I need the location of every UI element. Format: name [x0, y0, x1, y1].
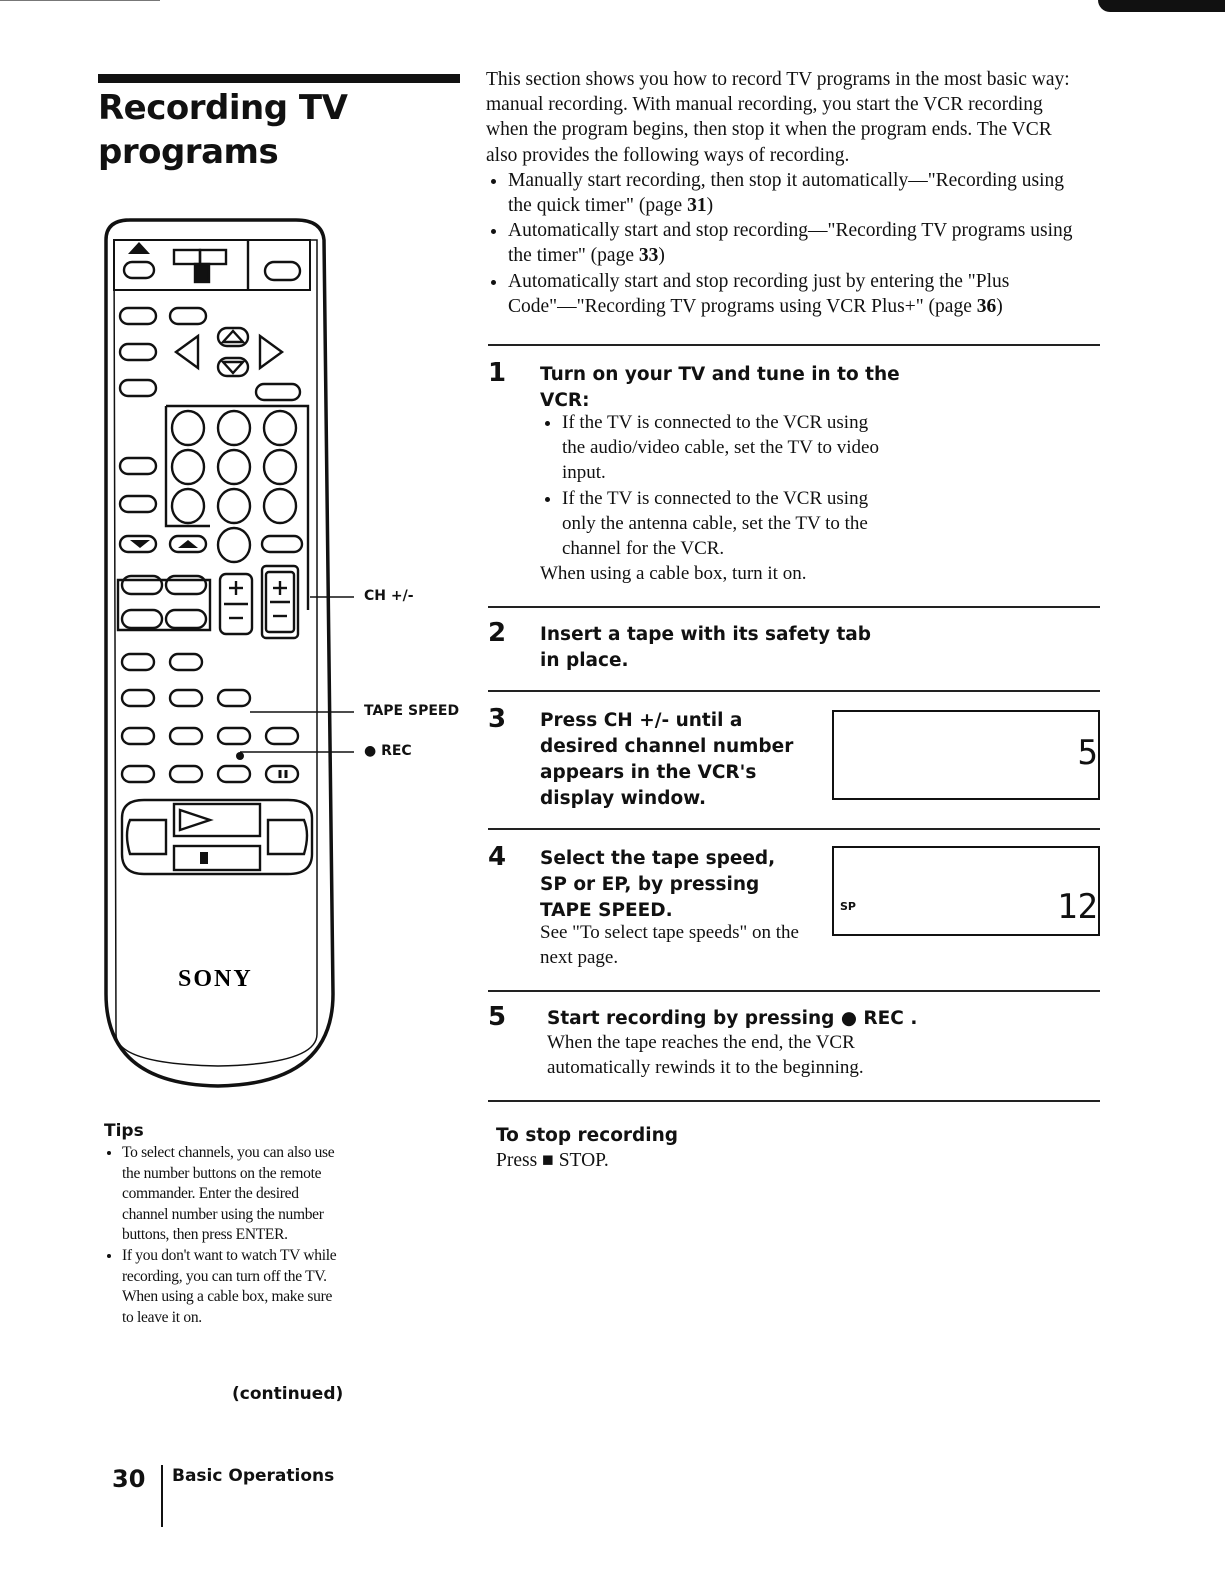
intro-list	[486, 168, 1086, 319]
vcr-display-window	[832, 846, 1100, 936]
page-title: Recording TV programs	[98, 88, 348, 172]
step-divider	[488, 828, 1100, 830]
intro-item-text: Manually start recording, then stop it automatically—"Recording using the quick timer" (page	[508, 169, 1065, 217]
callout-ch: CH +/-	[364, 588, 414, 604]
intro-list-item	[508, 168, 1086, 218]
step-5	[488, 1002, 1100, 1088]
step-4	[488, 842, 1100, 982]
step-divider	[488, 690, 1100, 692]
tips-list	[104, 1143, 339, 1328]
step-divider	[488, 606, 1100, 608]
intro-item-end: )	[996, 295, 1003, 317]
tip-item: • To select channels, you can also use the number buttons on the remote commander. Enter the desired channel number using the number buttons, then press ENTER.	[122, 1143, 339, 1246]
callout-tape-speed: TAPE SPEED	[364, 703, 460, 719]
tape-speed-indicator: SP	[840, 900, 856, 913]
intro-item-text: Automatically start and stop recording just by entering the "Plus Code"—"Recording TV programs using VCR Plus+" (page	[508, 270, 1010, 317]
callout-rec: ● REC	[364, 743, 412, 759]
stop-recording-heading: To stop recording	[496, 1125, 679, 1146]
step-bullets	[540, 410, 890, 561]
page-corner-mark	[1098, 0, 1225, 12]
step-bullet: • If the TV is connected to the VCR using only the antenna cable, set the TV to the channel for the VCR.	[562, 486, 890, 562]
stop-recording-instruction: Press ■ STOP.	[496, 1150, 609, 1171]
step-heading: Turn on your TV and tune in to the VCR:	[540, 364, 900, 411]
page-reference: 31	[687, 195, 707, 217]
step-heading: Insert a tape with its safety tab in place.	[540, 624, 872, 671]
tips-section	[104, 1121, 339, 1328]
step-heading: Press CH +/- until a desired channel number appears in the VCR's display window.	[540, 710, 794, 809]
step-number: 3	[488, 704, 507, 734]
intro-item-end: )	[658, 245, 665, 267]
vcr-display-window	[832, 710, 1100, 800]
page-reference: 33	[638, 245, 659, 267]
step-number: 5	[488, 1002, 507, 1032]
title-rule	[98, 74, 460, 83]
step-heading: Select the tape speed, SP or EP, by pressing TAPE SPEED.	[540, 848, 776, 921]
scan-edge-line	[0, 0, 160, 1]
step-divider	[488, 1100, 1100, 1102]
intro-paragraph: This section shows you how to record TV programs in the most basic way: manual recording. With manual recording, you start the VCR recording when the program begins, then stop it when the program ends. The VCR also provides the following ways of recording.	[486, 69, 1070, 166]
step-1	[488, 358, 1100, 598]
step-heading: Start recording by pressing ● REC .	[547, 1008, 918, 1029]
step-divider	[488, 344, 1100, 346]
step-3	[488, 704, 1100, 814]
intro-list-item	[508, 269, 1086, 319]
remote-commander-illustration	[100, 214, 460, 1104]
page-number: 30	[112, 1465, 146, 1493]
step-note: See "To select tape speeds" on the next page.	[540, 922, 799, 969]
step-number: 2	[488, 618, 507, 648]
tip-item: • If you don't want to watch TV while recording, you can turn off the TV. When using a cable box, make sure to leave it on.	[122, 1246, 339, 1328]
continued-note: (continued)	[232, 1384, 344, 1404]
step-note: When the tape reaches the end, the VCR automatically rewinds it to the beginning.	[547, 1032, 864, 1079]
remote-brand-logo: SONY	[178, 966, 253, 992]
step-number: 1	[488, 358, 507, 388]
step-note: When using a cable box, turn it on.	[540, 563, 807, 585]
step-2	[488, 618, 1100, 688]
section-name: Basic Operations	[172, 1466, 335, 1486]
page-reference: 36	[976, 295, 997, 317]
tips-heading: Tips	[104, 1121, 144, 1141]
footer-divider	[161, 1465, 163, 1527]
channel-readout: 12	[1057, 887, 1098, 927]
step-body	[540, 410, 890, 586]
intro-list-item	[508, 218, 1086, 268]
intro-item-text: Automatically start and stop recording—"Recording TV programs using the timer" (page	[508, 220, 1073, 267]
step-divider	[488, 990, 1100, 992]
step-number: 4	[488, 842, 507, 872]
channel-readout: 5	[1077, 733, 1098, 773]
step-bullet: • If the TV is connected to the VCR using the audio/video cable, set the TV to video input.	[562, 410, 890, 486]
intro-item-end: )	[706, 195, 714, 217]
intro-section	[486, 67, 1086, 319]
